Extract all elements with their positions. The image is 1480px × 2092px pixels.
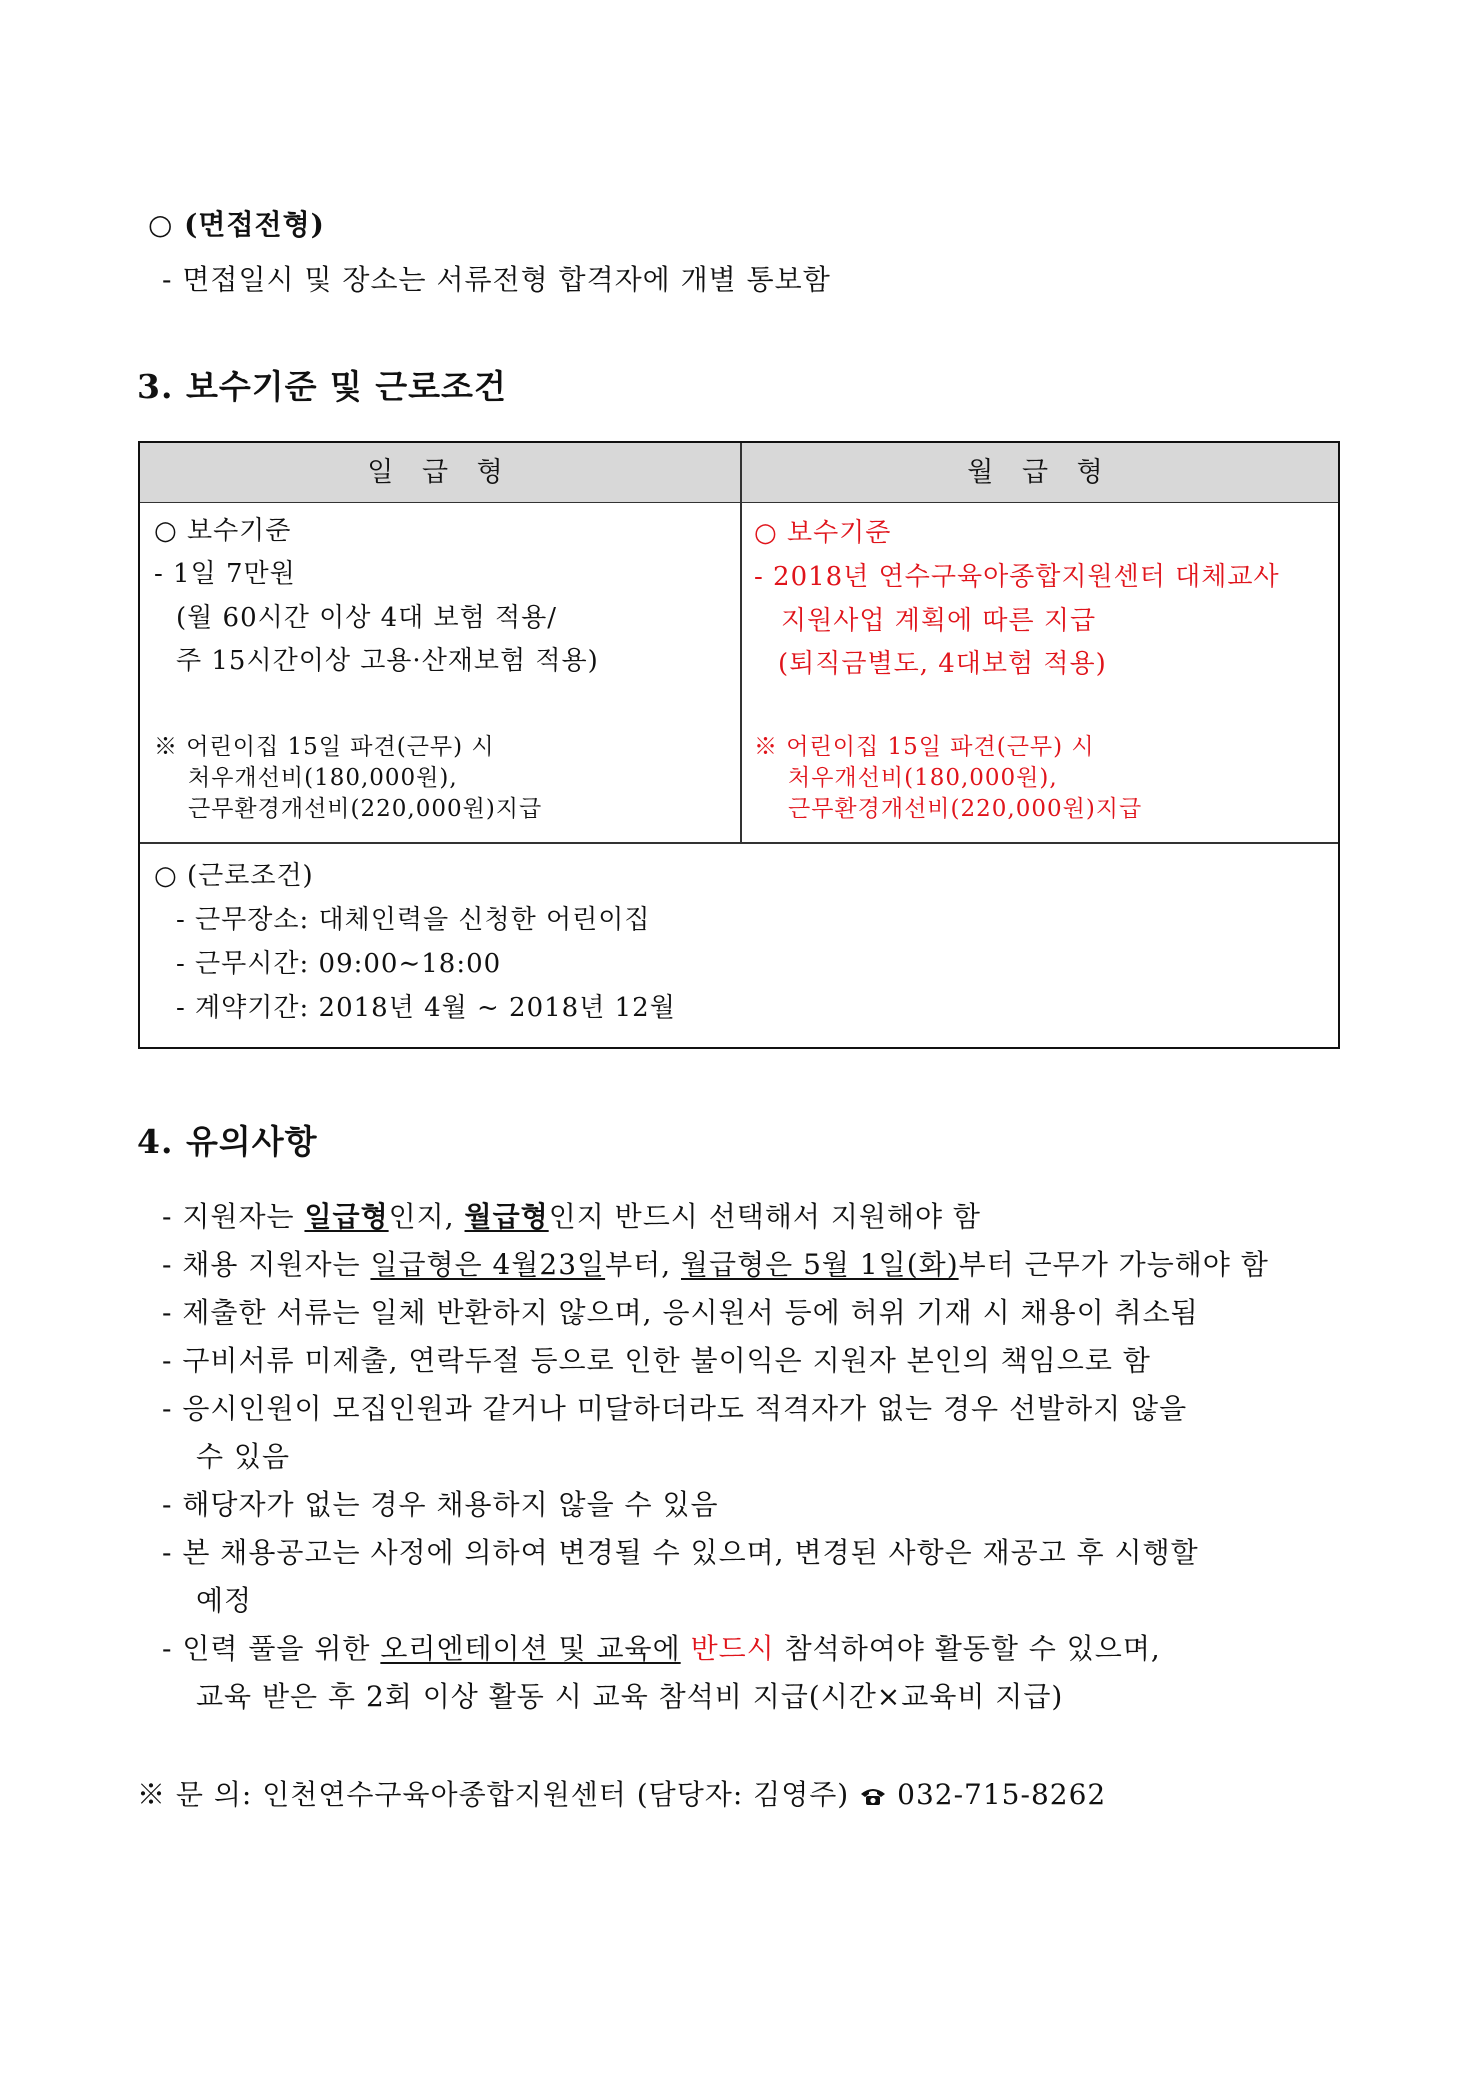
- header-daily: 일 급 형: [367, 457, 513, 488]
- monthly-pay-heading: ○ 보수기준: [754, 518, 892, 548]
- row-divider: [140, 842, 1338, 844]
- notice-1-monthly: 월급형: [464, 1200, 549, 1233]
- monthly-extra-note2: 처우개선비(180,000원),: [788, 765, 1058, 791]
- column-divider: [740, 443, 742, 843]
- conditions-title: ○ (근로조건): [154, 861, 314, 891]
- notice-1-daily: 일급형: [304, 1200, 389, 1233]
- notice-3: - 제출한 서류는 일체 반환하지 않으며, 응시원서 등에 허위 기재 시 채용이 취소됨: [162, 1296, 1199, 1329]
- contact-line: [137, 1777, 1106, 1815]
- notice-2-daily-date: 일급형은 4월23일: [370, 1248, 606, 1281]
- notice-8-a: - 인력 풀을 위한: [162, 1632, 381, 1665]
- daily-pay-heading: ○ 보수기준: [154, 516, 292, 546]
- notice-8-must: 반드시: [690, 1632, 775, 1665]
- notice-4: - 구비서류 미제출, 연락두절 등으로 인한 불이익은 지원자 본인의 책임으로 함: [162, 1344, 1151, 1377]
- conditions-hours: - 근무시간: 09:00∼18:00: [176, 949, 502, 979]
- notice-7-cont: 예정: [196, 1584, 253, 1617]
- notice-2: [162, 1247, 1269, 1283]
- contact-label: ※ 문 의: 인천연수구육아종합지원센터 (담당자: 김영주): [137, 1778, 860, 1811]
- contact-phone: 032-715-8262: [897, 1778, 1107, 1811]
- notice-8-cont: 교육 받은 후 2회 이상 활동 시 교육 참석비 지급(시간×교육비 지급): [196, 1680, 1064, 1713]
- conditions-place: - 근무장소: 대체인력을 신청한 어린이집: [176, 905, 651, 935]
- daily-extra-note1: ※ 어린이집 15일 파견(근무) 시: [154, 734, 495, 760]
- notice-2-monthly-date: 월급형은 5월 1일(화): [681, 1248, 959, 1281]
- daily-extra-note2: 처우개선비(180,000원),: [188, 765, 458, 791]
- table-header: [140, 443, 1338, 503]
- monthly-pay-detail1: - 2018년 연수구육아종합지원센터 대체교사: [754, 562, 1280, 592]
- monthly-pay-detail2: 지원사업 계획에 따른 지급: [781, 606, 1097, 636]
- interview-heading: ○ (면접전형): [148, 208, 325, 241]
- daily-pay-amount: - 1일 7만원: [154, 559, 296, 589]
- header-monthly: 월 급 형: [967, 457, 1113, 488]
- notice-7: - 본 채용공고는 사정에 의하여 변경될 수 있으며, 변경된 사항은 재공고 후 시행할: [162, 1536, 1199, 1569]
- daily-extra-note3: 근무환경개선비(220,000원)지급: [188, 796, 543, 822]
- salary-table: [138, 441, 1340, 1049]
- notice-6: - 해당자가 없는 경우 채용하지 않을 수 있음: [162, 1488, 719, 1521]
- interview-detail: - 면접일시 및 장소는 서류전형 합격자에 개별 통보함: [162, 263, 831, 296]
- monthly-extra-note1: ※ 어린이집 15일 파견(근무) 시: [754, 734, 1095, 760]
- notice-8: [162, 1631, 1161, 1667]
- notice-5: - 응시인원이 모집인원과 같거나 미달하더라도 적격자가 없는 경우 선발하지 않을: [162, 1392, 1188, 1425]
- notice-8-e: 참석하여야 활동할 수 있으며,: [774, 1632, 1161, 1665]
- notice-1-c: 인지,: [388, 1200, 465, 1233]
- notice-8-c: [681, 1632, 691, 1665]
- section4-title: 4. 유의사항: [137, 1122, 318, 1161]
- section3-title: 3. 보수기준 및 근로조건: [137, 367, 507, 406]
- notice-2-a: - 채용 지원자는: [162, 1248, 371, 1281]
- notice-5-cont: 수 있음: [196, 1440, 291, 1473]
- monthly-pay-detail3: (퇴직금별도, 4대보험 적용): [778, 649, 1107, 679]
- phone-icon: [859, 1779, 887, 1815]
- notice-1-e: 인지 반드시 선택해서 지원해야 함: [548, 1200, 981, 1233]
- monthly-extra-note3: 근무환경개선비(220,000원)지급: [788, 796, 1143, 822]
- notice-2-e: 부터 근무가 가능해야 함: [958, 1248, 1269, 1281]
- daily-pay-note2: 주 15시간이상 고용·산재보험 적용): [176, 646, 599, 676]
- notice-2-c: 부터,: [605, 1248, 681, 1281]
- notice-8-orientation: 오리엔테이션 및 교육에: [380, 1632, 681, 1665]
- notice-1-a: - 지원자는: [162, 1200, 305, 1233]
- daily-pay-note1: (월 60시간 이상 4대 보험 적용/: [176, 603, 558, 633]
- conditions-period: - 계약기간: 2018년 4월 ~ 2018년 12월: [176, 993, 676, 1023]
- notice-1: [162, 1199, 981, 1235]
